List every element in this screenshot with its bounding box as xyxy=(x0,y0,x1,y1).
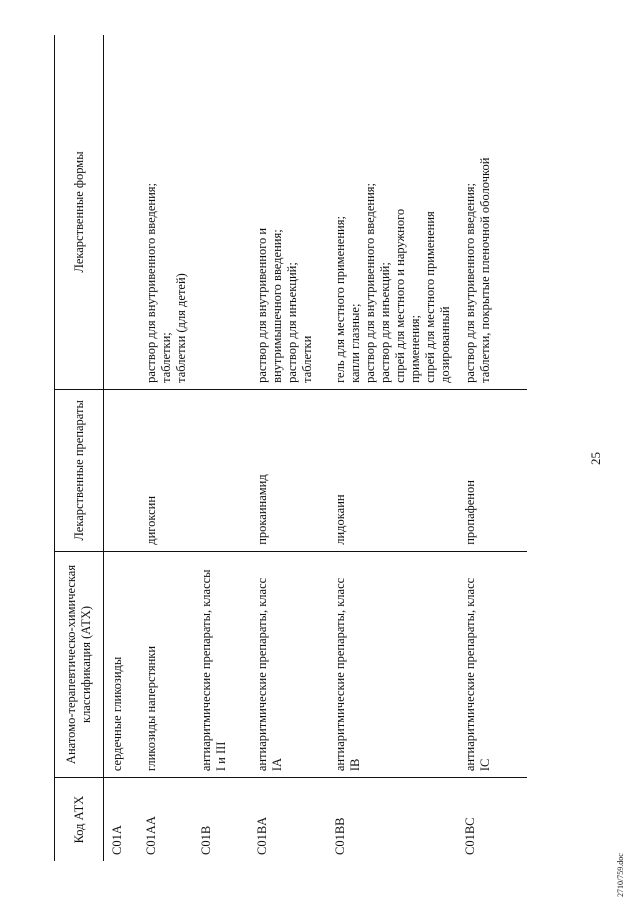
classification-line: I и III xyxy=(213,741,228,772)
cell-code: C01BA xyxy=(254,816,269,855)
cell-classification xyxy=(138,551,193,777)
cell-code: C01B xyxy=(198,825,213,855)
cell-classification xyxy=(457,551,527,777)
classification-line: IB xyxy=(347,758,362,772)
form-line: внутримышечного введения; xyxy=(269,229,284,383)
header-forms: Лекарственные формы xyxy=(55,35,104,389)
form-line: применения; xyxy=(407,314,422,383)
table-row xyxy=(104,35,138,861)
classification-line: IC xyxy=(477,758,492,772)
cell-classification xyxy=(193,551,249,777)
table-header-row xyxy=(55,35,104,861)
cell-code: C01AA xyxy=(143,816,158,855)
form-line: дозированный xyxy=(437,306,452,383)
table-body xyxy=(104,35,527,861)
table-row xyxy=(193,35,249,861)
classification-line: гликозиды наперстянки xyxy=(143,645,158,772)
atc-table xyxy=(54,35,527,861)
classification-line: антиаритмические препараты, класс xyxy=(462,577,477,772)
form-line: таблетки (для детей) xyxy=(173,273,188,383)
form-line: раствор для инъекций; xyxy=(377,262,392,383)
header-classification: Анатомо-терапевтическо-химическая классификация (АТХ) xyxy=(55,551,104,777)
classification-line: антиаритмические препараты, класс xyxy=(332,577,347,772)
footer-code: 2710/759.doc xyxy=(616,853,625,897)
cell-drug: дигоксин xyxy=(138,389,193,551)
cell-classification xyxy=(104,551,138,777)
cell-drug: лидокаин xyxy=(327,389,457,551)
cell-code: C01BC xyxy=(462,817,477,855)
cell-classification xyxy=(327,551,457,777)
cell-forms xyxy=(457,35,527,389)
form-line: таблетки, покрытые пленочной оболочкой xyxy=(477,157,492,383)
classification-line: антиаритмические препараты, класс xyxy=(254,577,269,772)
cell-forms xyxy=(138,35,193,389)
form-line: раствор для внутривенного введения; xyxy=(143,182,158,383)
form-line: таблетки; xyxy=(158,332,173,383)
cell-forms xyxy=(104,35,138,389)
table-row xyxy=(138,35,193,861)
table-row xyxy=(457,35,527,861)
form-line: гель для местного применения; xyxy=(332,216,347,383)
cell-code: C01A xyxy=(110,825,124,855)
form-line: раствор для внутривенного введения; xyxy=(362,182,377,383)
form-line: спрей для местного применения xyxy=(422,211,437,383)
header-drugs: Лекарственные препараты xyxy=(55,389,104,551)
classification-line: сердечные гликозиды xyxy=(110,656,124,772)
cell-drug xyxy=(193,389,249,551)
form-line: спрей для местного и наружного xyxy=(392,208,407,383)
cell-forms xyxy=(193,35,249,389)
form-line: раствор для внутривенного введения; xyxy=(462,182,477,383)
cell-forms xyxy=(327,35,457,389)
form-line: раствор для внутривенного и xyxy=(254,227,269,383)
form-line: таблетки xyxy=(299,335,314,383)
table-row xyxy=(249,35,327,861)
cell-forms xyxy=(249,35,327,389)
form-line: капли глазные; xyxy=(347,303,362,383)
cell-drug: прокаинамид xyxy=(249,389,327,551)
table-row xyxy=(327,35,457,861)
header-code: Код АТХ xyxy=(55,778,104,861)
cell-classification xyxy=(249,551,327,777)
cell-drug xyxy=(104,389,138,551)
cell-code: C01BB xyxy=(332,817,347,855)
page-number: 25 xyxy=(588,452,603,465)
cell-drug: пропафенон xyxy=(457,389,527,551)
form-line: раствор для инъекций; xyxy=(284,262,299,383)
classification-line: антиаритмические препараты, классы xyxy=(198,569,213,772)
classification-line: IA xyxy=(269,757,284,772)
